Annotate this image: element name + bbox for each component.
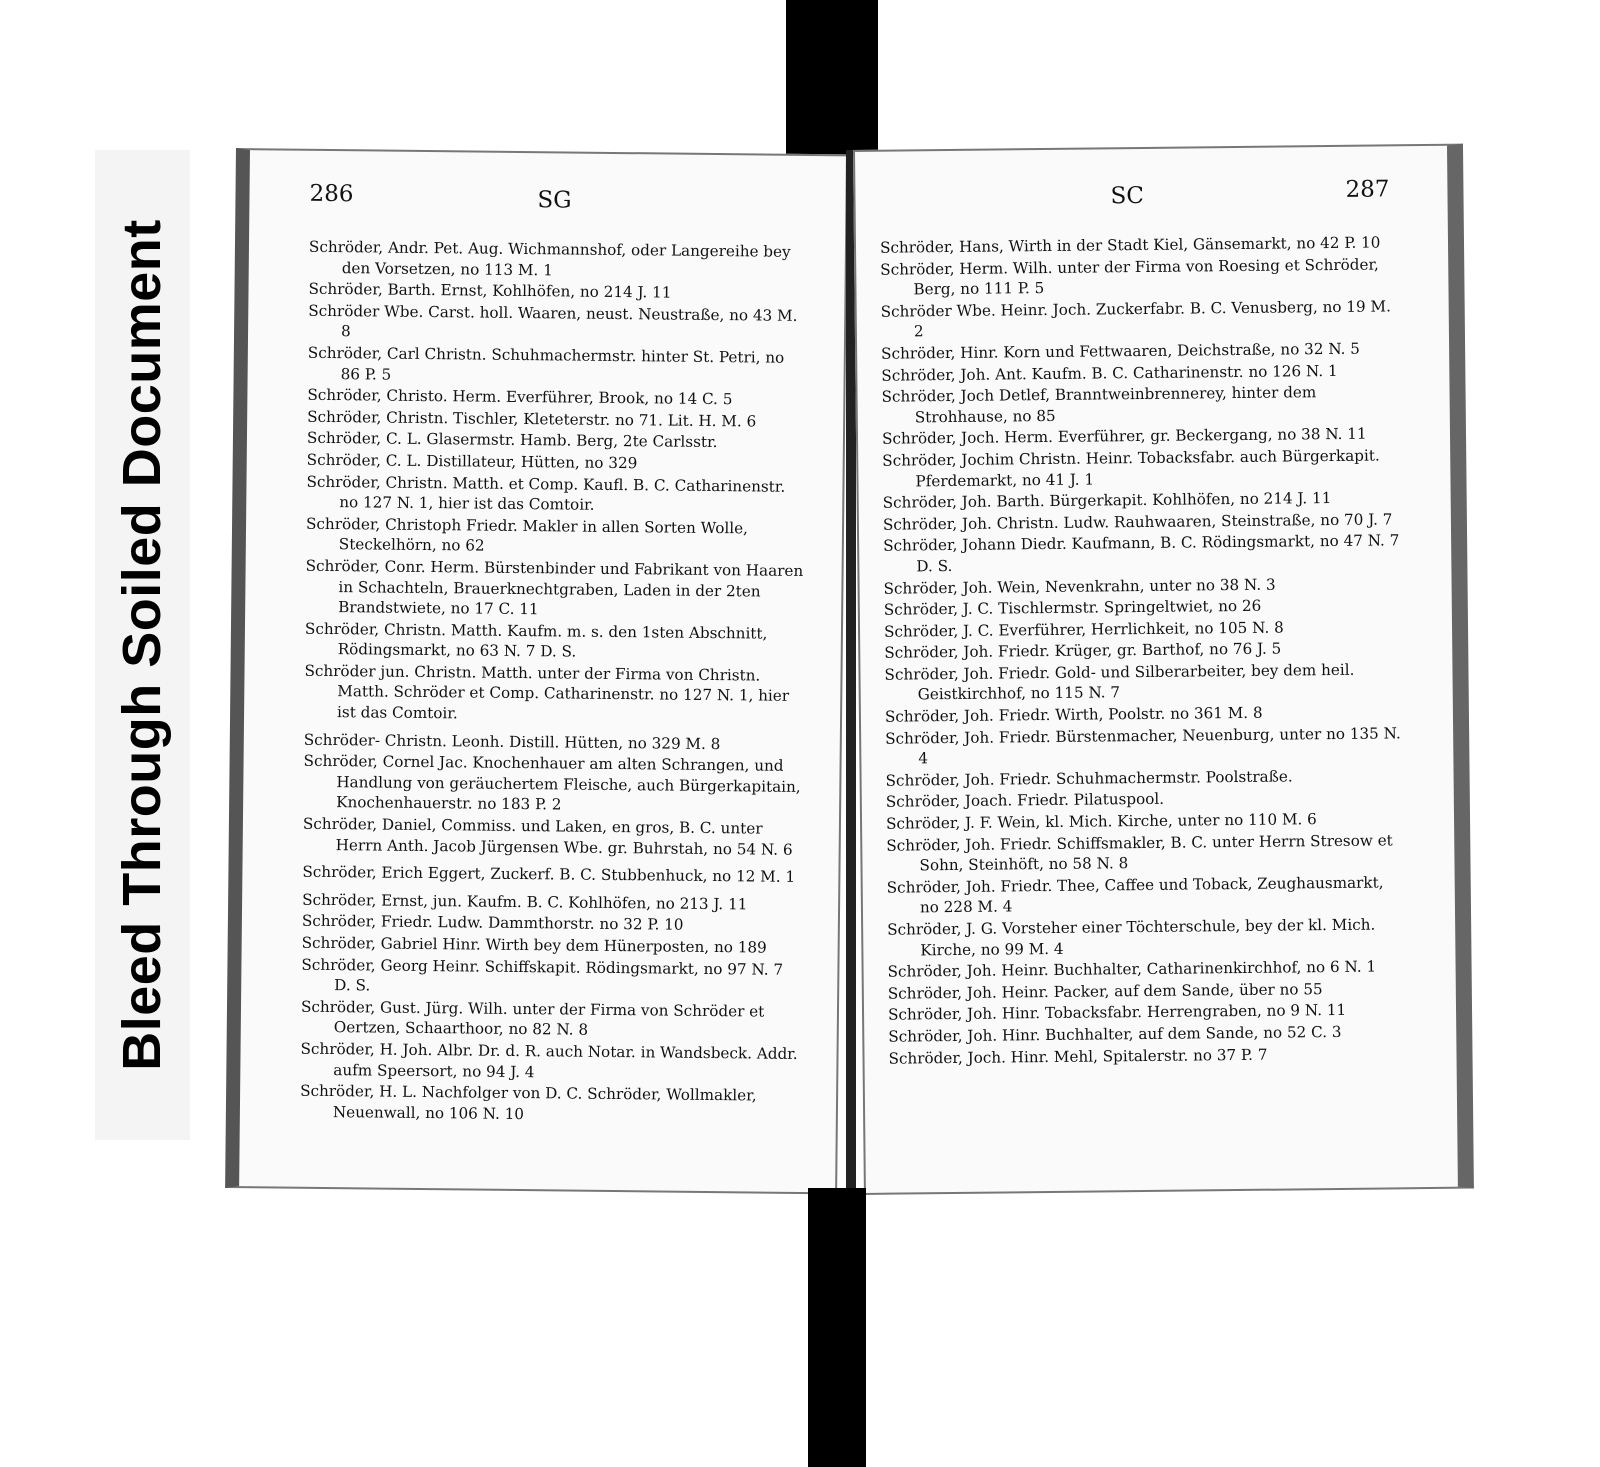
list-item: Schröder, Hans, Wirth in der Stadt Kiel, Gänsemarkt, no 42 P. 10 — [879, 233, 1381, 257]
left-page — [225, 148, 848, 1194]
list-item: Schröder, Friedr. Ludw. Dammthorstr. no 32 P. 10 — [301, 912, 684, 935]
list-item: Schröder, Christn. Tischler, Kleteterstr. no 71. Lit. H. M. 6 — [307, 407, 757, 431]
list-item: Schröder, Joh. Wein, Nevenkrahn, unter no 38 N. 3 — [883, 575, 1276, 598]
list-item: Schröder, Joach. Friedr. Pilatuspool. — [885, 790, 1165, 812]
list-item: Schröder, Erich Eggert, Zuckerf. B. C. Stubbenhuck, no 12 M. 1 — [302, 862, 796, 887]
list-item: Schröder, Andr. Pet. Aug. Wichmannshof, oder Langereihe bey den Vorsetzen, no 113 M. 1 — [308, 237, 791, 279]
left-entry-list — [240, 236, 845, 1128]
list-item: Schröder, Joh. Hinr. Buchhalter, auf dem Sande, no 52 C. 3 — [888, 1022, 1342, 1046]
list-item: Schröder, J. G. Vorsteher einer Töchterschule, bey der kl. Mich. Kirche, no 99 M. 4 — [887, 915, 1376, 959]
list-item: Schröder, Gust. Jürg. Wilh. unter der Firma von Schröder et Oertzen, Schaarthoor, no 82 N. 8 — [300, 997, 765, 1040]
list-item: Schröder Wbe. Heinr. Joch. Zuckerfabr. B. C. Venusberg, no 19 M. 2 — [880, 297, 1391, 341]
left-page-header — [249, 150, 846, 216]
list-item: Schröder, Christo. Herm. Everführer, Brook, no 14 C. 5 — [307, 385, 733, 409]
list-item: Schröder, Joch Detlef, Branntweinbrennerey, hinter dem Strohhause, no 85 — [881, 383, 1317, 427]
right-page-number: 287 — [1345, 176, 1390, 203]
list-item: Schröder, Johann Diedr. Kaufmann, B. C. Rödingsmarkt, no 47 N. 7 D. S. — [883, 531, 1400, 576]
list-item: Schröder, Joch. Herm. Everführer, gr. Beckergang, no 38 N. 11 — [881, 424, 1367, 449]
left-page-section: SG — [537, 187, 572, 214]
list-item: Schröder, Ernst, jun. Kaufm. B. C. Kohlhöfen, no 213 J. 11 — [302, 890, 748, 914]
right-page — [853, 144, 1474, 1195]
list-item: Schröder, Joh. Hinr. Tobacksfabr. Herrengraben, no 9 N. 11 — [887, 1001, 1347, 1025]
list-item: Schröder, Joh. Friedr. Wirth, Poolstr. no 361 M. 8 — [884, 703, 1263, 726]
list-item: Schröder, Joh. Friedr. Krüger, gr. Barthof, no 76 J. 5 — [884, 639, 1282, 662]
list-item: Schröder, C. L. Glasermstr. Hamb. Berg, 2te Carlsstr. — [306, 429, 718, 452]
list-item: Schröder, Carl Christn. Schuhmachermstr. hinter St. Petri, no 86 P. 5 — [307, 343, 785, 384]
list-item: Schröder, Daniel, Commiss. und Laken, en gros, B. C. unter Herrn Anth. Jacob Jürgensen Wbe. gr. Buhrstah, no 54 N. 6 — [302, 814, 793, 859]
list-item: Schröder, Georg Heinr. Schiffskapit. Rödingsmarkt, no 97 N. 7 D. S. — [301, 955, 784, 995]
list-item: Schröder, H. L. Nachfolger von D. C. Schröder, Wollmakler, Neuenwall, no 106 N. 10 — [300, 1081, 757, 1123]
right-page-header — [855, 146, 1448, 212]
list-item: Schröder jun. Christn. Matth. unter der Firma von Christn. Matth. Schröder et Comp. Catharinenstr. no 127 N. 1, hier ist das Comtoir. — [304, 661, 790, 723]
list-item: Schröder, Herm. Wilh. unter der Firma von Roesing et Schröder, Berg, no 111 P. 5 — [880, 255, 1379, 299]
list-item: Schröder, Jochim Christn. Heinr. Tobacksfabr. auch Bürgerkapit. Pferdemarkt, no 41 J. 1 — [882, 446, 1380, 490]
right-page-section: SC — [1110, 182, 1144, 210]
list-item: Schröder, Joh. Friedr. Schuhmachermstr. Poolstraße. — [885, 767, 1293, 790]
list-item: Schröder, Gabriel Hinr. Wirth bey dem Hünerposten, no 189 — [301, 933, 767, 957]
list-item: Schröder Wbe. Carst. holl. Waaren, neust. Neustraße, no 43 M. 8 — [308, 301, 798, 341]
list-item: Schröder, C. L. Distillateur, Hütten, no 329 — [306, 450, 638, 473]
list-item: Schröder, Joh. Heinr. Packer, auf dem Sande, über no 55 — [887, 979, 1323, 1003]
list-item: Schröder, Joh. Friedr. Schiffsmakler, B. C. unter Herrn Stresow et Sohn, Steinhöft, no 58 N. 8 — [886, 831, 1393, 875]
list-item: Schröder, Joh. Friedr. Thee, Caffee und Toback, Zeughausmarkt, no 228 M. 4 — [886, 873, 1384, 917]
list-item: Schröder, Joch. Hinr. Mehl, Spitalerstr. no 37 P. 7 — [888, 1045, 1268, 1068]
left-page-number: 286 — [309, 180, 354, 208]
list-item: Schröder, Christoph Friedr. Makler in allen Sorten Wolle, Steckelhörn, no 62 — [305, 514, 749, 555]
list-item: Schröder, Joh. Friedr. Bürstenmacher, Neuenburg, unter no 135 N. 4 — [885, 723, 1401, 768]
list-item: Schröder, Joh. Ant. Kaufm. B. C. Catharinenstr. no 126 N. 1 — [881, 361, 1338, 385]
right-entry-list — [856, 232, 1457, 1069]
list-item: Schröder, Conr. Herm. Bürstenbinder und Fabrikant von Haaren in Schachteln, Brauerknechtgraben, Laden in der 2ten Brandstwiete, no 17 C. 11 — [305, 556, 804, 619]
list-item: Schröder- Christn. Leonh. Distill. Hütten, no 329 M. 8 — [303, 730, 721, 753]
list-item: Schröder, Joh. Christn. Ludw. Rauhwaaren, Steinstraße, no 70 J. 7 — [882, 510, 1393, 534]
binding-strap-top — [786, 0, 878, 165]
list-item: Schröder, Cornel Jac. Knochenhauer am alten Schrangen, und Handlung von geräuchertem Fleische, auch Bürgerkapitain, Knochenhauerstr. no 183 P. 2 — [303, 751, 801, 814]
list-item: Schröder, J. C. Everführer, Herrlichkeit, no 105 N. 8 — [883, 618, 1284, 641]
list-item: Schröder, J. F. Wein, kl. Mich. Kirche, unter no 110 M. 6 — [885, 810, 1317, 833]
list-item: Schröder, J. C. Tischlermstr. Springeltwiet, no 26 — [883, 596, 1262, 619]
list-item: Schröder, Barth. Ernst, Kohlhöfen, no 214 J. 11 — [308, 279, 672, 302]
document-condition-label: Bleed Through Soiled Document — [112, 219, 172, 1071]
list-item: Schröder, Joh. Barth. Bürgerkapit. Kohlhöfen, no 214 J. 11 — [882, 489, 1332, 512]
list-item: Schröder, Hinr. Korn und Fettwaaren, Deichstraße, no 32 N. 5 — [881, 339, 1360, 363]
list-item: Schröder, Joh. Friedr. Gold- und Silberarbeiter, bey dem heil. Geistkirchhof, no 115 N. 7 — [884, 660, 1355, 704]
list-item: Schröder, H. Joh. Albr. Dr. d. R. auch Notar. in Wandsbeck. Addr. aufm Speersort, no 94 J. 4 — [300, 1039, 798, 1081]
binding-strap-bottom — [808, 1188, 866, 1467]
list-item: Schröder, Christn. Matth. Kaufm. m. s. den 1sten Abschnitt, Rödingsmarkt, no 63 N. 7 D. S. — [304, 619, 768, 661]
list-item: Schröder, Joh. Heinr. Buchhalter, Catharinenkirchhof, no 6 N. 1 — [887, 957, 1377, 981]
list-item: Schröder, Christn. Matth. et Comp. Kaufl. B. C. Catharinenstr. no 127 N. 1, hier ist das Comtoir. — [306, 472, 786, 514]
